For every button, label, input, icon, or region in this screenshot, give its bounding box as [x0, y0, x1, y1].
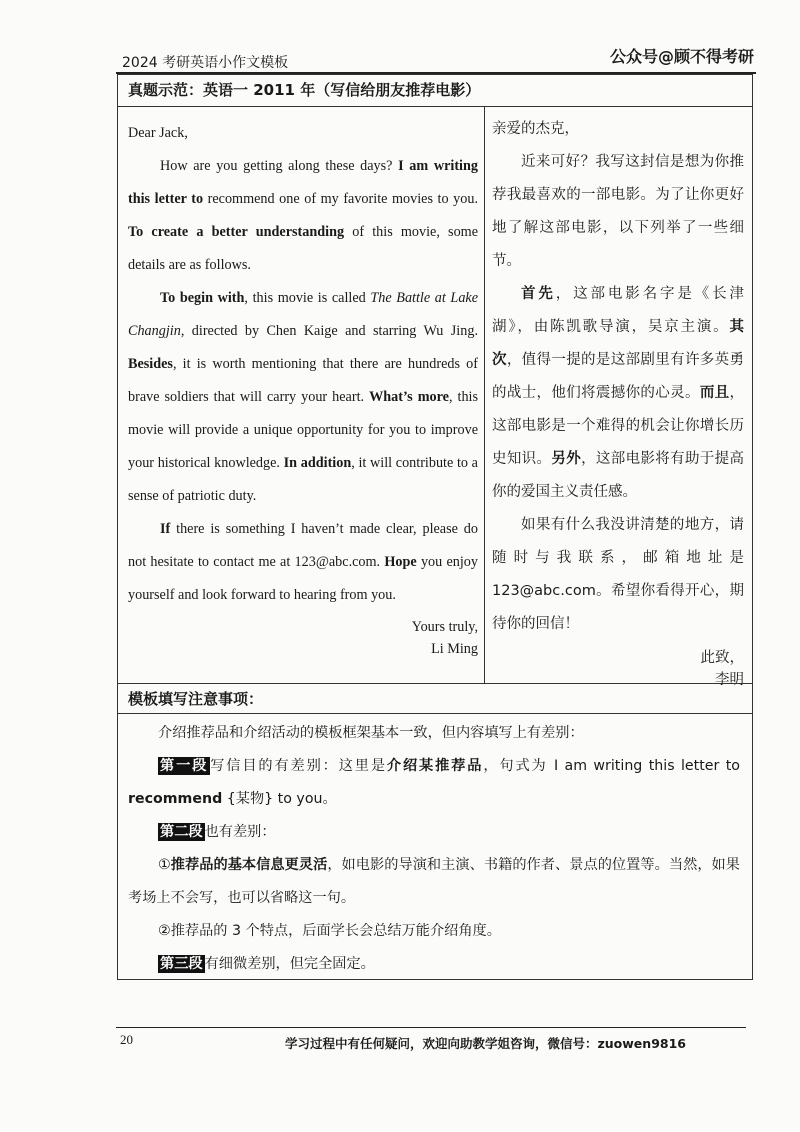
chinese-signature: 李明: [715, 672, 744, 688]
notes-item-1: ①推荐品的基本信息更灵活，如电影的导演和主演、书籍的作者、景点的位置等。当然，如果考场上不会写，也可以省略这一句。: [128, 857, 740, 906]
table-title: 真题示范：英语一 2011 年（写信给朋友推荐电影）: [118, 75, 752, 107]
english-greeting: Dear Jack,: [128, 125, 188, 141]
notes-paragraph-2: 第二段 也有差别：: [160, 824, 276, 840]
chinese-letter: [492, 113, 744, 691]
chinese-closing: 此致，: [700, 650, 744, 666]
english-closing: Yours truly,: [411, 619, 478, 635]
english-paragraph-3: If there is something I haven’t made clear, please do not hesitate to contact me at 123@abc.com. Hope you enjoy yourself and look forward to hearing from you.: [128, 521, 478, 603]
chinese-paragraph-2: 首先，这部电影名字是《长津湖》，由陈凯歌导演，吴京主演。其次，值得一提的是这部剧里有许多英勇的战士，他们将震撼你的心灵。而且，这部电影是一个难得的机会让你增长历史知识。另外，这部电影将有助于提高你的爱国主义责任感。: [492, 286, 744, 500]
english-paragraph-2: To begin with, this movie is called The Battle at Lake Changjin, directed by Chen Kaige and starring Wu Jing. Besides, it is worth mentioning that there are hundreds of brave soldiers that will carry your heart. What’s more, this movie will provide a unique opportunity for you to improve your historical knowledge. In addition, it will contribute to a sense of patriotic duty.: [128, 290, 479, 504]
chinese-greeting: 亲爱的杰克，: [492, 121, 579, 137]
notes-body: [128, 717, 740, 981]
notes-heading: 模板填写注意事项：: [128, 690, 264, 708]
column-divider: [484, 107, 485, 683]
notes-intro: 介绍推荐品和介绍活动的模板框架基本一致，但内容填写上有差别：: [158, 725, 584, 741]
english-paragraph-1: How are you getting along these days? I am writing this letter to recommend one of my favorite movies to you. To create a better understanding of this movie, some details are as follows.: [128, 158, 478, 273]
section-tag: 第一段: [160, 758, 209, 774]
header-title: 2024 考研英语小作文模板: [122, 55, 289, 71]
notes-paragraph-3: 第三段 有细微差别，但完全固定。: [160, 956, 375, 972]
section-tag: 第二段: [160, 824, 203, 840]
header-account: 公众号@顾不得考研: [609, 47, 754, 66]
content-table: [117, 74, 753, 980]
notes-paragraph-1: 第一段 写信目的有差别：这里是介绍某推荐品，句式为 I am writing this letter to recommend {某物} to you。: [128, 758, 740, 807]
chinese-paragraph-1: 近来可好？我写这封信是想为你推荐我最喜欢的一部电影。为了让你更好地了解这部电影，以下列举了一些细节。: [492, 154, 744, 269]
notes-item-2: ②推荐品的 3 个特点，后面学长会总结万能介绍角度。: [158, 923, 501, 939]
footer-rule: [116, 1027, 746, 1028]
page-number: 20: [120, 1032, 133, 1047]
footer-text: 学习过程中有任何疑问，欢迎向助教学姐咨询，微信号：zuowen9816: [285, 1036, 686, 1051]
english-signature: Li Ming: [431, 641, 478, 657]
section-tag: 第三段: [160, 956, 203, 972]
english-letter: [128, 117, 478, 660]
chinese-paragraph-3: 如果有什么我没讲清楚的地方，请随时与我联系，邮箱地址是 123@abc.com。希望你看得开心，期待你的回信！: [492, 517, 744, 632]
row-divider: [118, 713, 752, 714]
